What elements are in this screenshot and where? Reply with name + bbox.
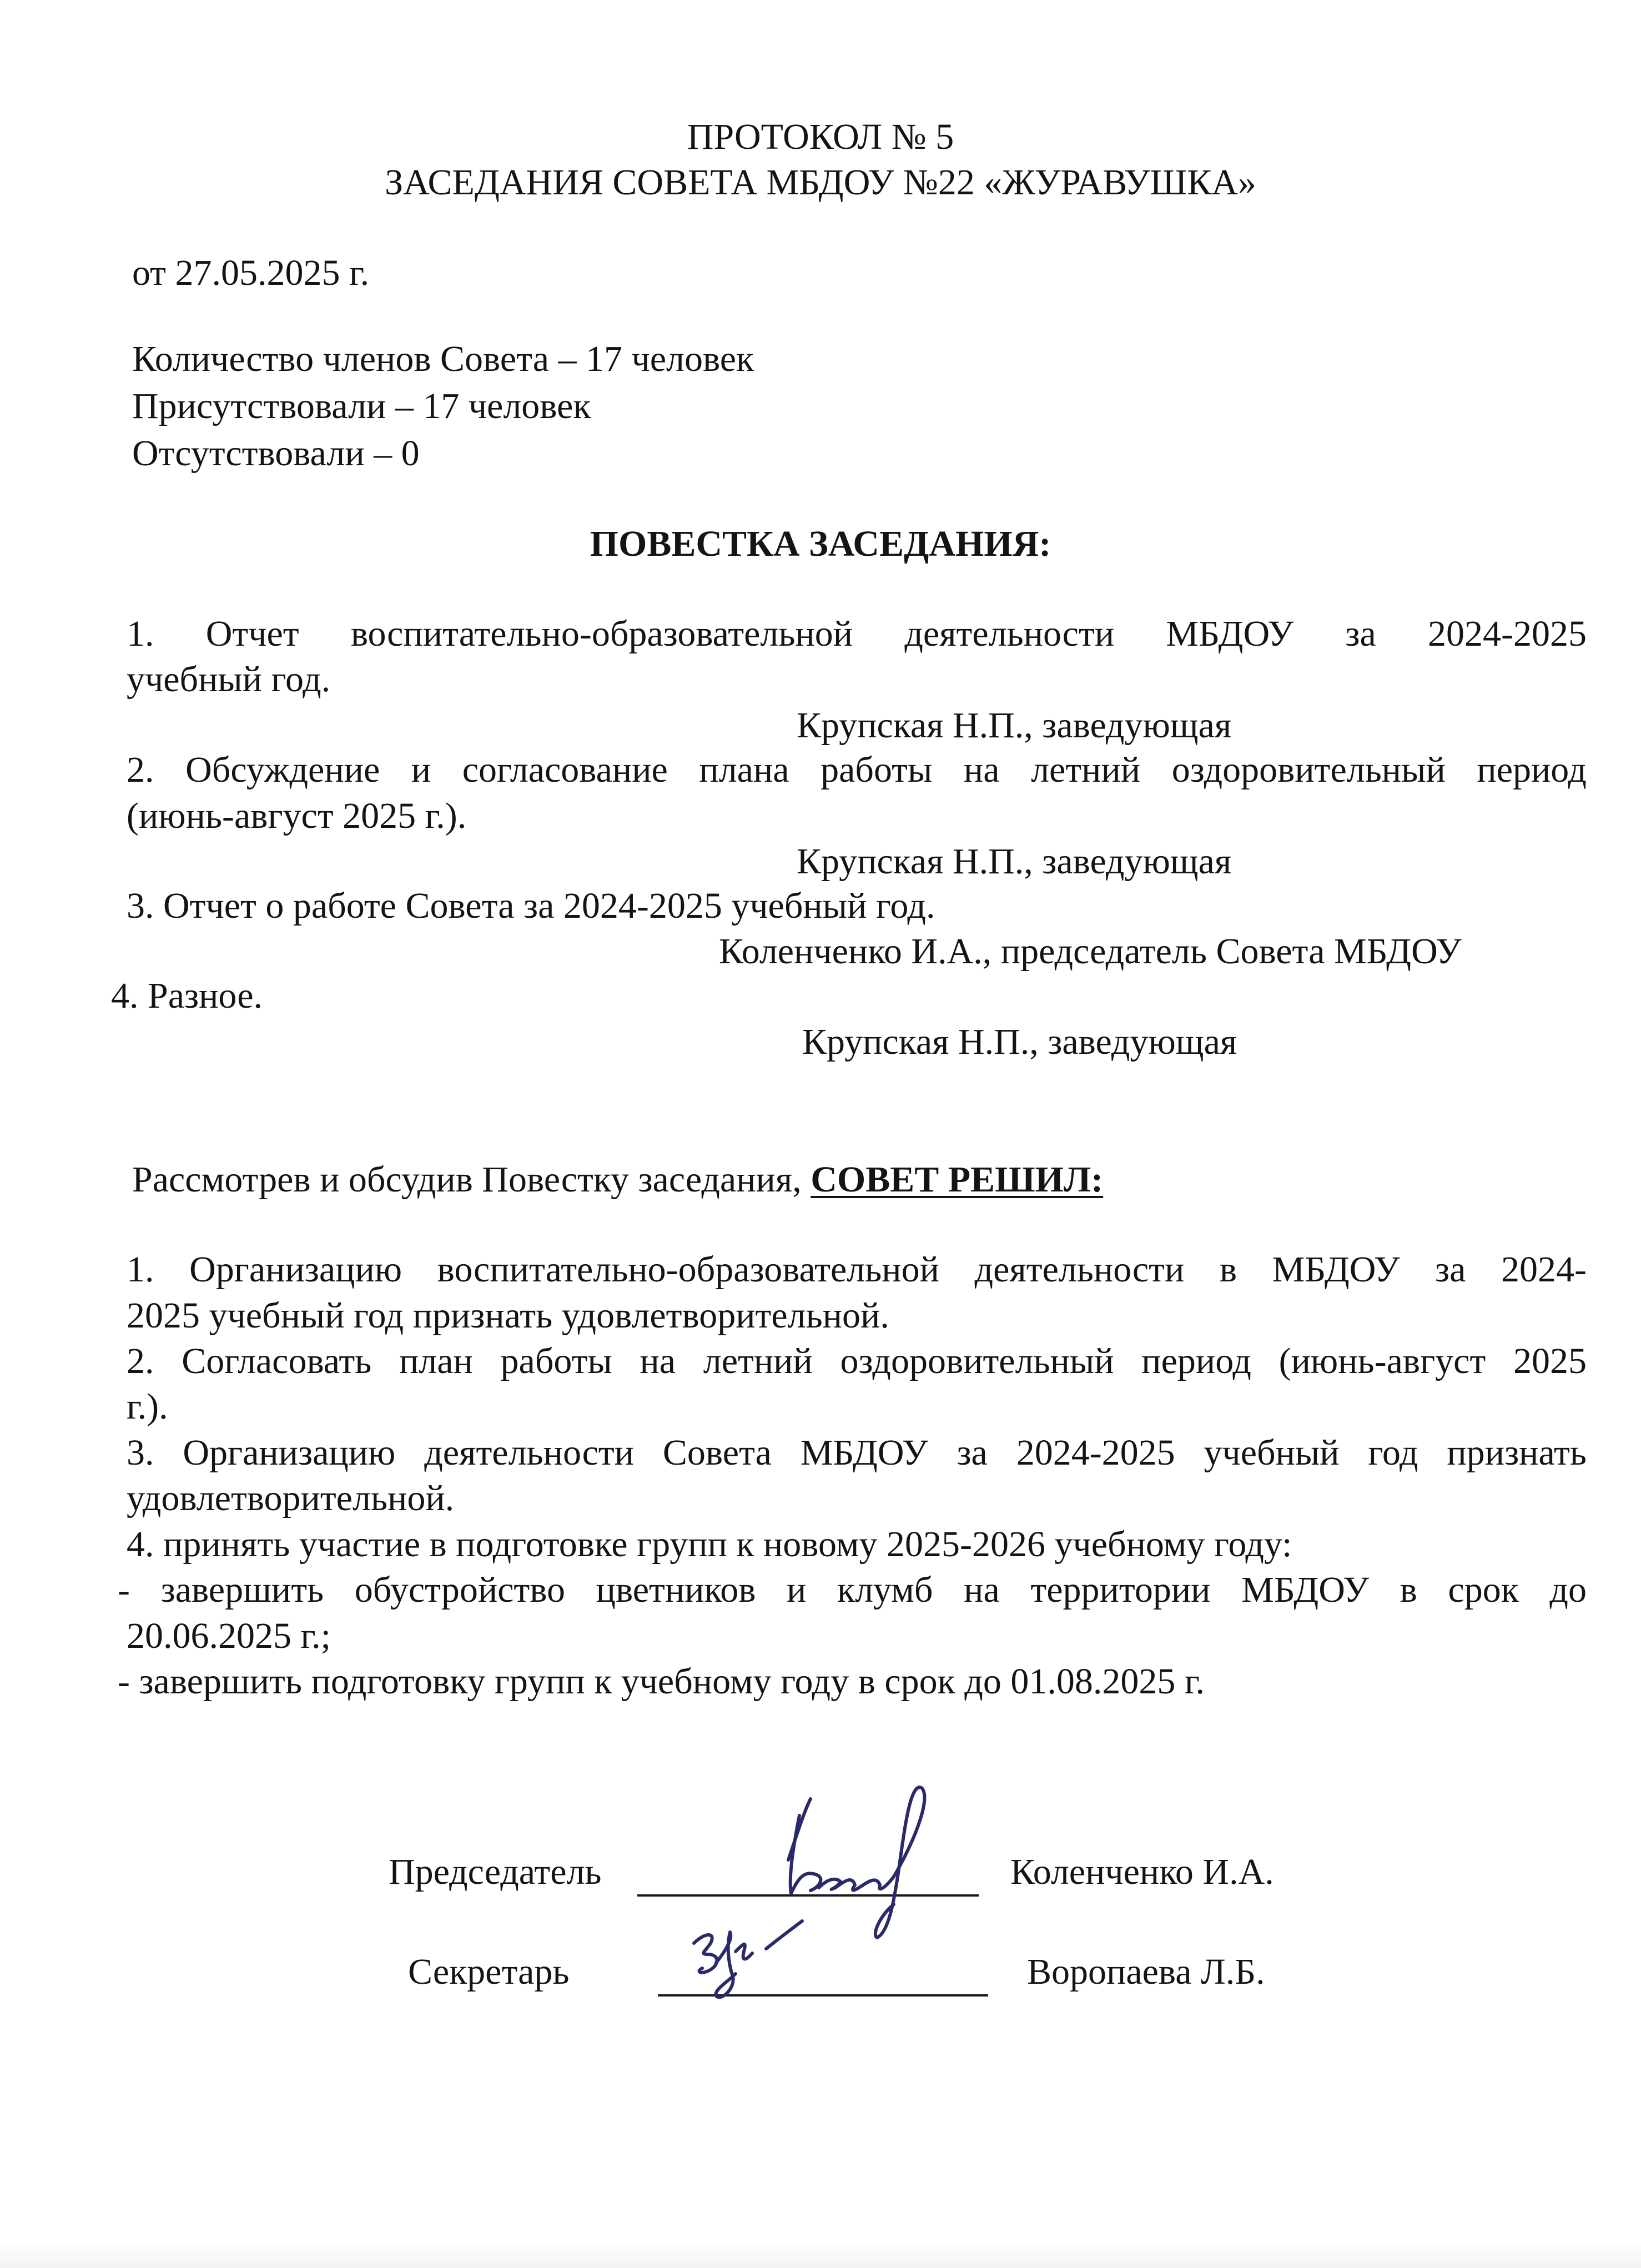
- absent-count: Отсутствовали – 0: [132, 433, 420, 474]
- decision-line-8: - завершить обустройство цветников и клумб на территории МБДОУ в срок до: [118, 1570, 1587, 1610]
- scan-edge-shadow: [0, 2243, 1641, 2268]
- decision-line-1: 1. Организацию воспитательно-образовательной деятельности в МБДОУ за 2024-: [127, 1249, 1587, 1290]
- agenda-item-1-speaker: Крупская Н.П., заведующая: [797, 705, 1232, 746]
- agenda-item-1-line1: 1. Отчет воспитательно-образовательной деятельности МБДОУ за 2024-2025: [127, 613, 1587, 654]
- protocol-date: от 27.05.2025 г.: [132, 253, 370, 293]
- agenda-item-2-speaker: Крупская Н.П., заведующая: [797, 841, 1232, 882]
- decision-line-3: 2. Согласовать план работы на летний оздоровительный период (июнь-август 2025: [127, 1341, 1587, 1381]
- agenda-item-3-line1: 3. Отчет о работе Совета за 2024-2025 учебный год.: [127, 886, 935, 926]
- secretary-name: Воропаева Л.Б.: [1027, 1952, 1265, 1992]
- document-title-line1: ПРОТОКОЛ № 5: [687, 117, 954, 157]
- decision-intro-text: Рассмотрев и обсудив Повестку заседания,: [132, 1159, 811, 1200]
- present-count: Присутствовали – 17 человек: [132, 386, 591, 426]
- secretary-role: Секретарь: [408, 1952, 570, 1992]
- decision-line-2: 2025 учебный год признать удовлетворительной.: [127, 1295, 889, 1336]
- members-count: Количество членов Совета – 17 человек: [132, 339, 754, 379]
- decision-line-4: г.).: [127, 1386, 168, 1427]
- agenda-item-2-line1: 2. Обсуждение и согласование плана работы на летний оздоровительный период: [127, 750, 1587, 790]
- decision-intro: [132, 1156, 1103, 1203]
- agenda-heading: ПОВЕСТКА ЗАСЕДАНИЯ:: [590, 524, 1051, 564]
- chair-role: Председатель: [389, 1852, 602, 1892]
- agenda-item-1-line2: учебный год.: [127, 659, 331, 700]
- decision-heading: СОВЕТ РЕШИЛ:: [811, 1159, 1104, 1200]
- agenda-item-4-line1: 4. Разное.: [111, 975, 263, 1016]
- agenda-item-2-line2: (июнь-август 2025 г.).: [127, 796, 467, 836]
- document-title-line2: ЗАСЕДАНИЯ СОВЕТА МБДОУ №22 «ЖУРАВУШКА»: [385, 162, 1256, 203]
- secretary-signature: [683, 1910, 816, 2010]
- decision-line-10: - завершить подготовку групп к учебному году в срок до 01.08.2025 г.: [118, 1661, 1205, 1702]
- decision-line-9: 20.06.2025 г.;: [127, 1616, 331, 1656]
- agenda-item-4-speaker: Крупская Н.П., заведующая: [802, 1022, 1237, 1062]
- decision-line-5: 3. Организацию деятельности Совета МБДОУ за 2024-2025 учебный год признать: [127, 1432, 1587, 1473]
- chair-name: Коленченко И.А.: [1010, 1852, 1274, 1892]
- decision-line-7: 4. принять участие в подготовке групп к новому 2025-2026 учебному году:: [127, 1524, 1292, 1565]
- decision-line-6: удовлетворительной.: [127, 1478, 455, 1518]
- agenda-item-3-speaker: Коленченко И.А., председатель Совета МБДОУ: [719, 931, 1462, 972]
